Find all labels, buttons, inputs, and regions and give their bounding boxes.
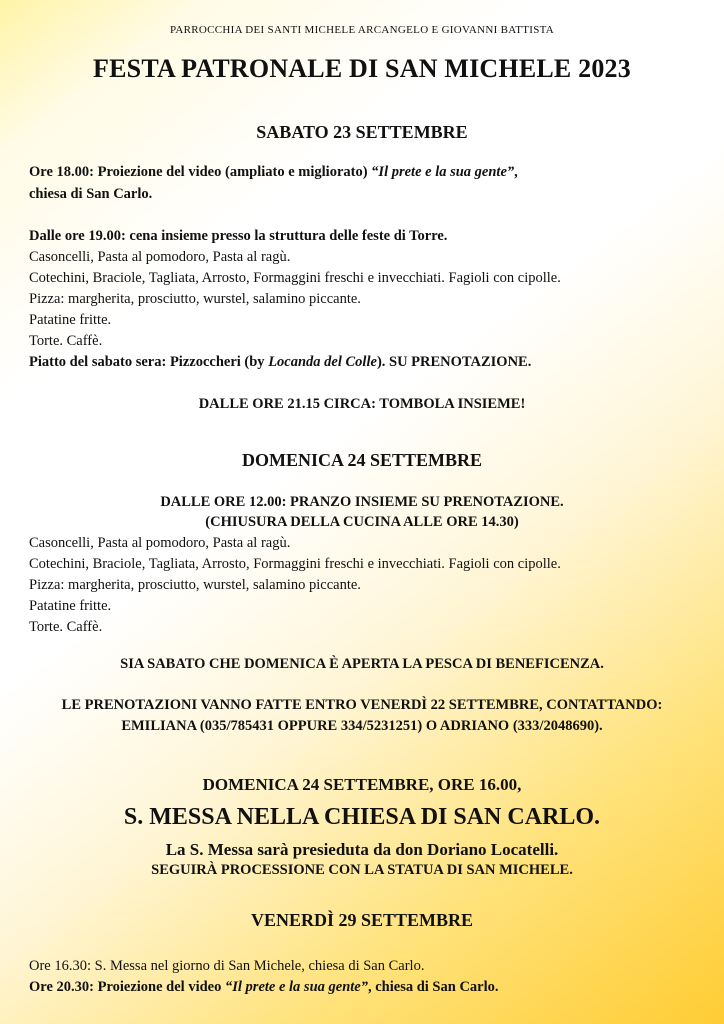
saturday-video-place: chiesa di San Carlo. [29,186,153,202]
mass-presider: La S. Messa sarà presieduta da don Doriano Locatelli. [165,840,559,859]
sunday-menu-item: Cotechini, Braciole, Tagliata, Arrosto, Formaggini freschi e invecchiati. Fagioli con cipolle. [29,556,561,572]
saturday-menu-item: Torte. Caffè. [29,333,103,349]
saturday-dinner-text: cena insieme presso la struttura delle feste di Torre. [125,228,448,244]
saturday-video-time: Ore 18.00: [29,164,94,180]
friday-line-1: Ore 16.30: S. Messa nel giorno di San Michele, chiesa di San Carlo. [29,958,425,974]
saturday-dinner-time: Dalle ore 19.00: [29,228,126,244]
saturday-special-dish [29,354,531,371]
sunday-menu-item: Casoncelli, Pasta al pomodoro, Pasta al ragù. [29,535,291,551]
sunday-menu-item: Pizza: margherita, prosciutto, wurstel, salamino piccante. [29,577,361,593]
friday-line-2-tail: , chiesa di San Carlo. [367,979,499,995]
friday-line-2 [29,979,499,996]
page-title: FESTA PATRONALE DI SAN MICHELE 2023 [93,54,631,83]
sunday-menu-item: Torte. Caffè. [29,619,103,635]
mass-date: DOMENICA 24 SETTEMBRE, ORE 16.00, [202,775,522,794]
saturday-video-text: Proiezione del video (ampliato e migliorato) [93,164,372,180]
sunday-heading: DOMENICA 24 SETTEMBRE [241,450,483,470]
pesca-notice: SIA SABATO CHE DOMENICA È APERTA LA PESCA DI BENEFICENZA. [120,656,604,672]
saturday-heading: SABATO 23 SETTEMBRE [256,122,468,142]
friday-line-2-time: Ore 20.30: [29,979,94,995]
saturday-menu-item: Cotechini, Braciole, Tagliata, Arrosto, Formaggini freschi e invecchiati. Fagioli con cipolle. [29,270,561,286]
saturday-menu-item: Patatine fritte. [29,312,112,328]
saturday-special-place: Locanda del Colle [268,354,377,370]
booking-contacts: EMILIANA (035/785431 OPPURE 334/5231251) O ADRIANO (333/2048690). [121,718,603,734]
friday-heading: VENERDÌ 29 SETTEMBRE [250,910,474,930]
booking-line: LE PRENOTAZIONI VANNO FATTE ENTRO VENERDÌ 22 SETTEMBRE, CONTATTANDO: [61,697,663,713]
saturday-special-tail: ). SU PRENOTAZIONE. [376,354,532,370]
saturday-menu-item: Pizza: margherita, prosciutto, wurstel, salamino piccante. [29,291,361,307]
mass-procession: SEGUIRÀ PROCESSIONE CON LA STATUA DI SAN MICHELE. [151,862,573,878]
saturday-menu-item: Casoncelli, Pasta al pomodoro, Pasta al ragù. [29,249,291,265]
mass-title: S. MESSA NELLA CHIESA DI SAN CARLO. [123,804,601,830]
saturday-video-comma: , [514,164,518,180]
friday-line-2-text: Proiezione del video [93,979,225,995]
parish-name: PARROCCHIA DEI SANTI MICHELE ARCANGELO E GIOVANNI BATTISTA [169,24,555,36]
saturday-video-title: “Il prete e la sua gente” [371,164,515,180]
sunday-kitchen-closing: (CHIUSURA DELLA CUCINA ALLE ORE 14.30) [205,514,519,530]
sunday-lunch: DALLE ORE 12.00: PRANZO INSIEME SU PRENOTAZIONE. [160,494,564,510]
friday-line-2-title: “Il prete e la sua gente” [225,979,368,995]
saturday-video-line [29,164,518,181]
sunday-menu-item: Patatine fritte. [29,598,112,614]
saturday-tombola: DALLE ORE 21.15 CIRCA: TOMBOLA INSIEME! [198,396,526,412]
saturday-special-lead: Piatto del sabato sera: Pizzoccheri (by [29,354,269,370]
saturday-dinner-line [29,228,447,245]
